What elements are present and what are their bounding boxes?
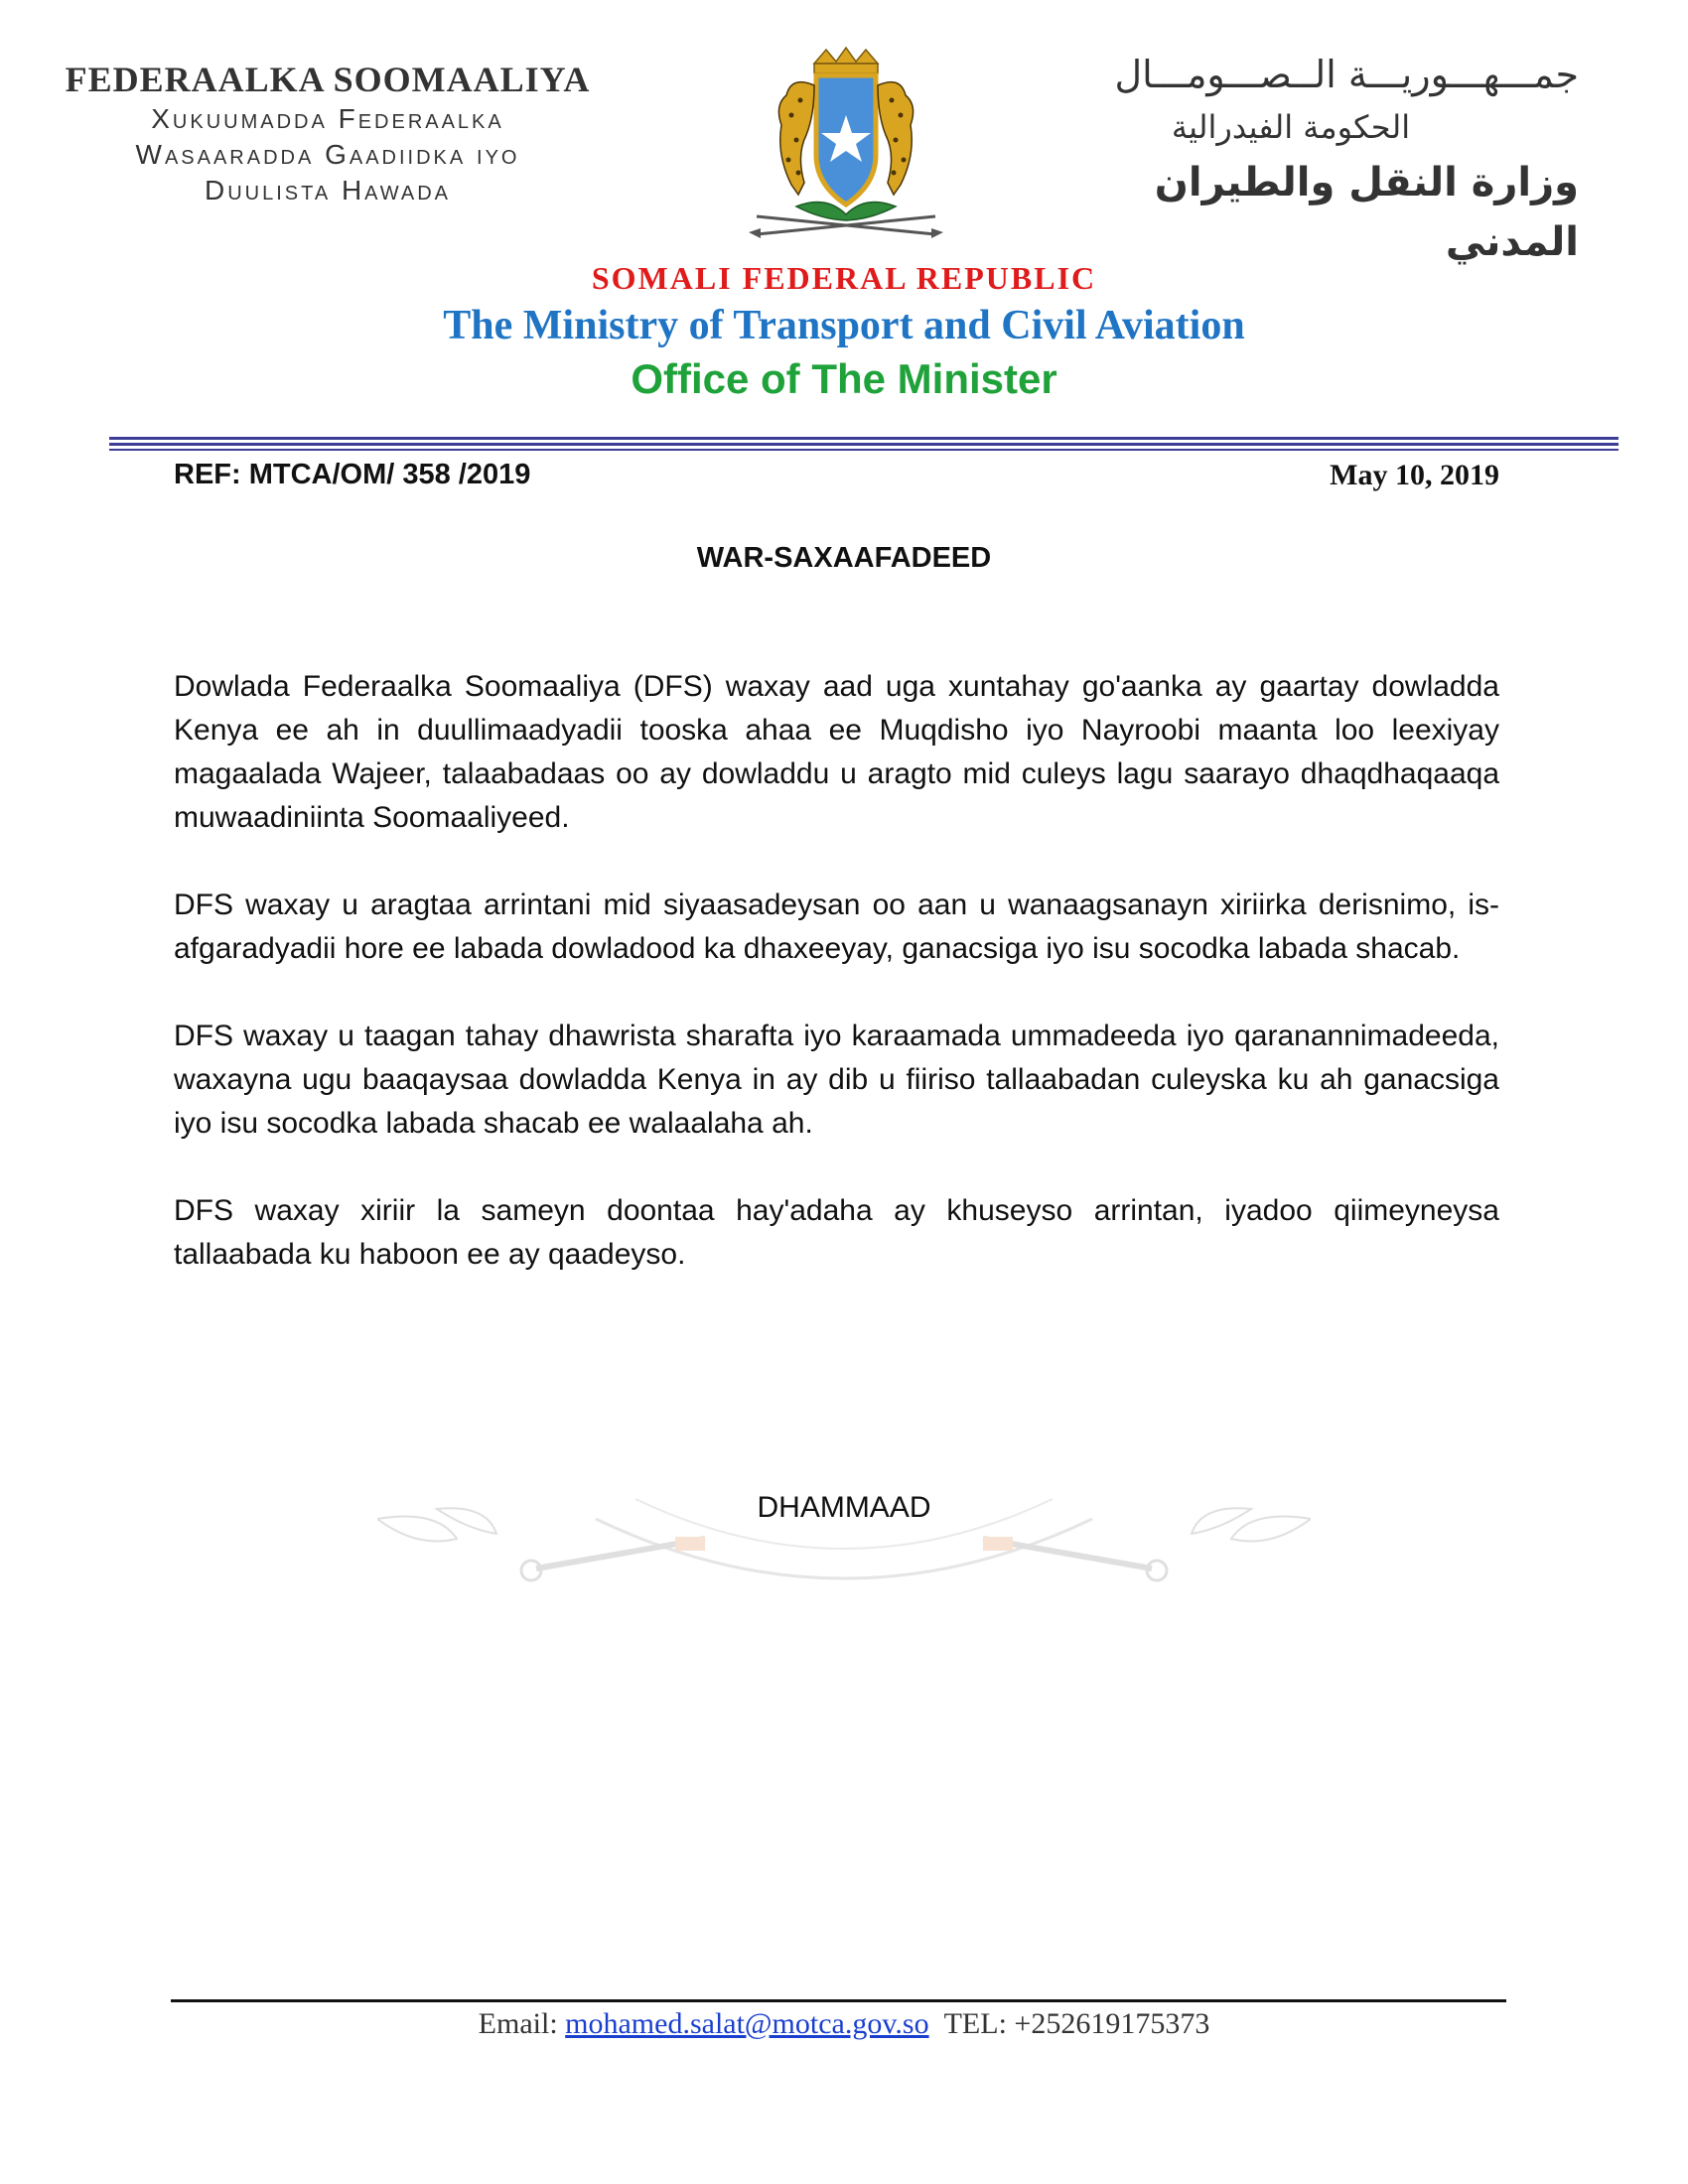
republic-title: SOMALI FEDERAL REPUBLIC <box>591 260 1097 296</box>
reference-number: REF: MTCA/OM/ 358 /2019 <box>174 459 531 490</box>
somali-header-line3: Wasaaradda Gaadiidka iyo <box>135 139 520 170</box>
paragraph-4: DFS waxay xiriir la sameyn doontaa hay'adaha ay khuseyso arrintan, iyadoo qiimeyneysa tallaabada ku haboon ee ay qaadeyso. <box>174 1194 1499 1271</box>
arabic-header-line2: الحكومة الفيدرالية <box>1171 108 1411 146</box>
somali-header-line1: FEDERAALKA SOOMAALIYA <box>65 60 591 99</box>
email-label: Email: <box>478 2007 558 2040</box>
paragraph-1: Dowlada Federaalka Soomaaliya (DFS) waxay aad uga xuntahay go'aanka ay gaartay dowladda Kenya ee ah in duullimaadyadii tooska ahaa ee Muqdisho iyo Nayroobi maanta loo leexiyay magaalada Wajeer, talaabadaas oo ay dowladdu u aragto mid culeys lagu saarayo dhaqdhaqaaqa muwaadiniinta Soomaaliyeed. <box>174 670 1499 834</box>
arabic-header-line3: وزارة النقل والطيران المدني <box>1154 160 1579 265</box>
paragraph-3: DFS waxay u taagan tahay dhawrista sharafta iyo karaamada ummadeeda iyo qaranannimadeeda, waxayna ugu baaqaysaa dowladda Kenya in ay dib u fiiriso tallaabadan culeyska ku ah ganacsiga iyo isu socodka labada shacab ee walaalaha ah. <box>174 1020 1499 1140</box>
telephone: TEL: +252619175373 <box>943 2007 1210 2040</box>
somali-coat-of-arms-icon <box>737 46 955 244</box>
press-release-heading: WAR-SAXAAFADEED <box>696 542 992 574</box>
paragraph-2: DFS waxay u aragtaa arrintani mid siyaasadeysan oo aan u wanaagsanayn xiriirka derisnimo, is-afgaradyadii hore ee labada dowladood ka dhaxeeyay, ganacsiga iyo isu socodka labada shacab. <box>174 888 1499 965</box>
letter-date: May 10, 2019 <box>1330 459 1499 491</box>
email-link[interactable]: mohamed.salat@motca.gov.so <box>565 2007 929 2040</box>
arabic-header <box>1062 48 1579 272</box>
somali-header-line2: Xukuumadda Federaalka <box>151 103 504 134</box>
footer-divider <box>171 1999 1506 2002</box>
arabic-header-line1: جمـــهـــوريـــة الــصـــومـــال <box>1114 53 1579 96</box>
somali-header <box>40 58 616 208</box>
header-divider <box>109 437 1618 453</box>
letter-body <box>174 665 1499 1320</box>
closing-text: DHAMMAAD <box>757 1491 931 1524</box>
somali-header-line4: Duulista Hawada <box>204 175 452 205</box>
footer-contact <box>0 2007 1688 2041</box>
ministry-title: The Ministry of Transport and Civil Aviation <box>443 303 1245 348</box>
office-title: Office of The Minister <box>631 355 1057 402</box>
